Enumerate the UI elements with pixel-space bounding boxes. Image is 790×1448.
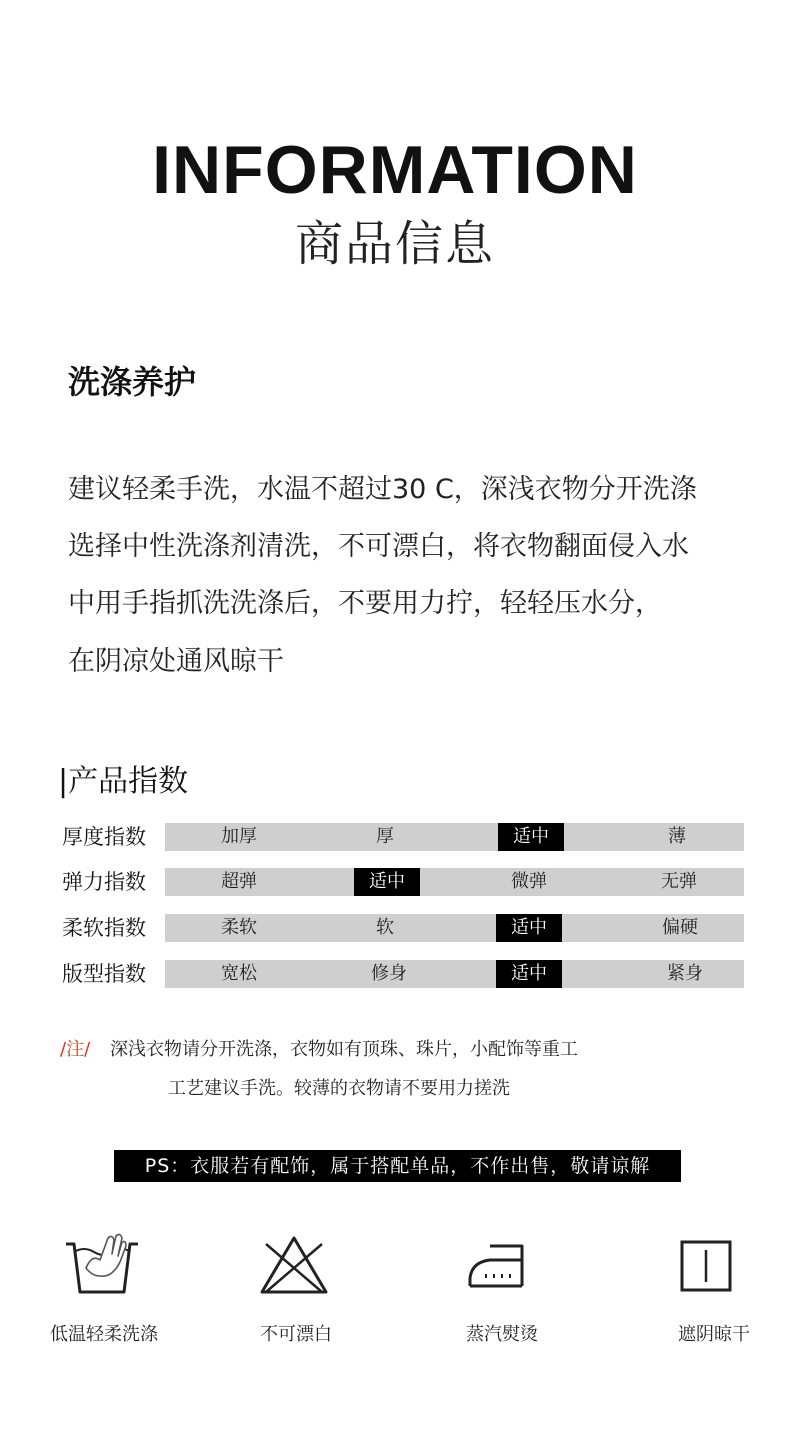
note-line-2: 工艺建议手洗。较薄的衣物请不要用力搓洗 (168, 1078, 510, 1099)
title-chinese: 商品信息 (294, 216, 495, 272)
icon-label: 蒸汽熨烫 (466, 1324, 538, 1345)
index-option: 超弹 (221, 871, 257, 892)
care-line-3: 中用手指抓洗洗涤后，不要用力拧，轻轻压水分， (68, 588, 662, 619)
product-index-heading: |产品指数 (58, 764, 189, 799)
index-option: 厚 (376, 826, 394, 847)
care-heading: 洗涤养护 (68, 363, 197, 401)
icon-label: 不可漂白 (260, 1324, 332, 1345)
index-option: 无弹 (661, 871, 697, 892)
index-row-label: 弹力指数 (62, 870, 146, 894)
no-bleach-icon (254, 1230, 334, 1302)
index-option-selected: 适中 (354, 868, 420, 896)
index-row-thickness (62, 823, 744, 851)
index-row-label: 版型指数 (62, 962, 146, 986)
index-bar (165, 914, 744, 942)
steam-iron-icon (464, 1230, 544, 1302)
care-text (68, 470, 778, 690)
ps-banner: PS：衣服若有配饰，属于搭配单品，不作出售，敬请谅解 (114, 1150, 681, 1182)
title-english: INFORMATION (152, 132, 638, 208)
index-option-selected: 适中 (498, 823, 564, 851)
care-line-2: 选择中性洗涤剂清洗，不可漂白，将衣物翻面侵入水 (68, 531, 689, 562)
index-row-fit (62, 960, 744, 988)
index-option-selected: 适中 (496, 914, 562, 942)
note-tag: /注/ (60, 1039, 91, 1060)
index-option: 加厚 (221, 826, 257, 847)
icon-label: 遮阴晾干 (678, 1324, 750, 1345)
hand-wash-icon (62, 1230, 142, 1302)
index-row-label: 柔软指数 (62, 916, 146, 940)
index-row-label: 厚度指数 (62, 825, 146, 849)
care-line-1: 建议轻柔手洗，水温不超过30 C，深浅衣物分开洗涤 (68, 474, 697, 505)
index-option: 微弹 (511, 871, 547, 892)
index-bar (165, 960, 744, 988)
index-bar (165, 868, 744, 896)
index-option: 紧身 (667, 963, 703, 984)
shade-dry-icon (668, 1230, 748, 1302)
index-option: 柔软 (221, 917, 257, 938)
index-option: 修身 (371, 963, 407, 984)
index-bar (165, 823, 744, 851)
index-option: 偏硬 (662, 917, 698, 938)
index-row-softness (62, 914, 744, 942)
care-line-4: 在阴凉处通风晾干 (68, 646, 284, 677)
index-option: 宽松 (221, 963, 257, 984)
icon-label: 低温轻柔洗涤 (50, 1324, 158, 1345)
index-option-selected: 适中 (496, 960, 562, 988)
index-row-elasticity (62, 868, 744, 896)
index-option: 软 (376, 917, 394, 938)
index-option: 薄 (668, 826, 686, 847)
note-line-1: 深浅衣物请分开洗涤，衣物如有顶珠、珠片，小配饰等重工 (110, 1039, 578, 1060)
